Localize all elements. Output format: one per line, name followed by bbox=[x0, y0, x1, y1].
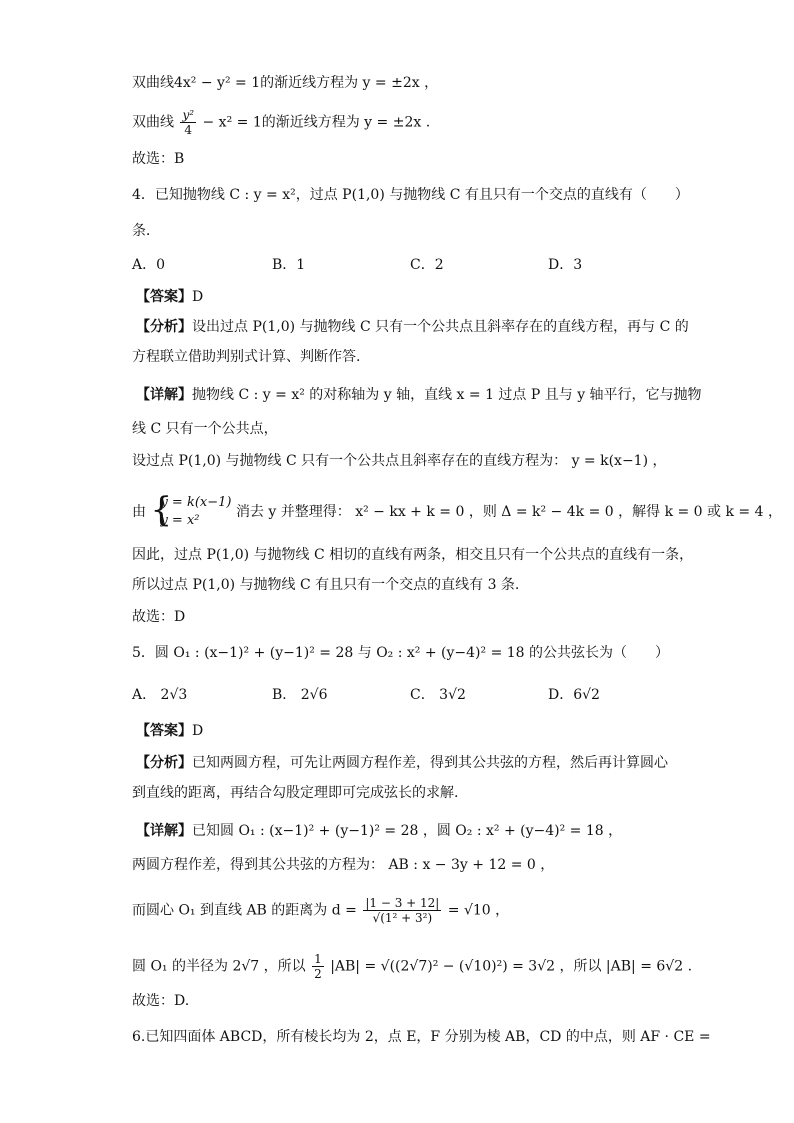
detail-text: 已知圆 O₁ : (x−1)² + (y−1)² = 28 ，圆 O₂ : x² + (y−4)² = 18 ， bbox=[192, 823, 623, 839]
detail-line-fraction bbox=[132, 952, 692, 981]
detail-text: 抛物线 C : y = x² 的对称轴为 y 轴，直线 x = 1 过点 P 且与 y 轴平行，它与抛物 bbox=[192, 387, 702, 403]
text-segment: 消去 y 并整理得： x² − kx + k = 0 ，则 Δ = k² − 4k = 0 ，解得 k = 0 或 k = 4 ， bbox=[235, 504, 782, 520]
analysis-tag: 【分析】 bbox=[136, 755, 192, 771]
text-segment: 圆 O₁ 的半径为 2√7 ，所以 bbox=[132, 958, 306, 975]
option-c: C． 3√2 bbox=[410, 687, 466, 703]
option-c: C．2 bbox=[410, 257, 444, 273]
analysis-tag: 【分析】 bbox=[136, 319, 192, 335]
option-a: A． 2√3 bbox=[132, 687, 188, 703]
question-6-stem: 6.已知四面体 ABCD，所有棱长均为 2，点 E，F 分别为棱 AB，CD 的中点，则 AF · CE = bbox=[132, 1029, 711, 1045]
detail-line-system bbox=[132, 490, 782, 530]
detail-tag: 【详解】 bbox=[136, 823, 192, 839]
detail-line bbox=[136, 384, 702, 406]
fraction-numerator: y² bbox=[182, 108, 195, 122]
question-4-stem-cont: 条． bbox=[132, 223, 160, 239]
fraction-denominator: 2 bbox=[314, 967, 322, 981]
analysis-line-cont: 方程联立借助判别式计算、判断作答. bbox=[132, 349, 361, 365]
text-line: 双曲线4x² − y² = 1的渐近线方程为 y = ±2x ， bbox=[132, 75, 439, 91]
option-d: D．3 bbox=[548, 257, 583, 273]
system-row: y = k(x−1) bbox=[160, 495, 232, 510]
answer-choice-line: 故选：D. bbox=[132, 993, 190, 1009]
system-row: y = x² bbox=[160, 513, 200, 528]
fraction bbox=[312, 952, 324, 981]
detail-line-cont: 因此，过点 P(1,0) 与抛物线 C 相切的直线有两条，相交且只有一个公共点的直线有一条， bbox=[132, 547, 694, 563]
question-5-stem: 5．圆 O₁ : (x−1)² + (y−1)² = 28 与 O₂ : x² + (y−4)² = 18 的公共弦长为（ ） bbox=[132, 645, 670, 661]
fraction bbox=[363, 896, 441, 925]
analysis-text: 设出过点 P(1,0) 与抛物线 C 只有一个公共点且斜率存在的直线方程，再与 C 的 bbox=[192, 319, 689, 335]
text-segment: 而圆心 O₁ 到直线 AB 的距离为 d = bbox=[132, 902, 362, 919]
answer-choice-line: 故选：D bbox=[132, 609, 186, 625]
text-segment: |AB| = √((2√7)² − (√10)²) = 3√2 ，所以 |AB| = 6√2 . bbox=[330, 958, 693, 975]
answer-line bbox=[136, 286, 203, 308]
answer-line bbox=[136, 720, 203, 742]
analysis-line-cont: 到直线的距离，再结合勾股定理即可完成弦长的求解. bbox=[132, 785, 459, 801]
fraction-denominator: 4 bbox=[184, 123, 193, 137]
question-4-stem: 4．已知抛物线 C : y = x²，过点 P(1,0) 与抛物线 C 有且只有一个交点的直线有（ ） bbox=[132, 187, 689, 203]
option-a: A．0 bbox=[132, 257, 166, 273]
answer-value: D bbox=[192, 289, 204, 305]
detail-line bbox=[136, 820, 622, 842]
option-d: D．6√2 bbox=[548, 687, 600, 703]
text-segment: = √10 ， bbox=[447, 902, 510, 919]
answer-value: D bbox=[192, 723, 204, 739]
analysis-line bbox=[136, 752, 668, 774]
detail-line-cont: 设过点 P(1,0) 与抛物线 C 只有一个公共点且斜率存在的直线方程为： y = k(x−1) ， bbox=[132, 453, 667, 469]
fraction bbox=[180, 108, 196, 137]
fraction-numerator: 1 bbox=[314, 952, 322, 966]
answer-choice-line: 故选：B bbox=[132, 151, 185, 167]
answer-tag: 【答案】 bbox=[136, 289, 192, 305]
answer-tag: 【答案】 bbox=[136, 723, 192, 739]
detail-line-fraction bbox=[132, 896, 509, 925]
option-b: B． 2√6 bbox=[272, 687, 328, 703]
text-segment: 双曲线 bbox=[132, 114, 174, 131]
equation-system bbox=[150, 490, 232, 530]
text-line-fraction bbox=[132, 108, 430, 137]
analysis-line bbox=[136, 316, 689, 338]
fraction-numerator: |1 − 3 + 12| bbox=[365, 896, 440, 910]
brace-icon: { bbox=[150, 490, 173, 530]
detail-line-cont: 两圆方程作差，得到其公共弦的方程为： AB : x − 3y + 12 = 0 ， bbox=[132, 857, 555, 873]
fraction-denominator: √(1² + 3²) bbox=[372, 911, 433, 925]
detail-tag: 【详解】 bbox=[136, 387, 192, 403]
detail-line-cont: 所以过点 P(1,0) 与抛物线 C 有且只有一个交点的直线有 3 条. bbox=[132, 577, 520, 593]
option-b: B．1 bbox=[272, 257, 306, 273]
analysis-text: 已知两圆方程，可先让两圆方程作差，得到其公共弦的方程，然后再计算圆心 bbox=[192, 755, 668, 771]
detail-line-cont: 线 C 只有一个公共点， bbox=[132, 421, 278, 437]
text-segment: 由 bbox=[132, 504, 146, 520]
text-segment: − x² = 1的渐近线方程为 y = ±2x . bbox=[202, 114, 431, 131]
